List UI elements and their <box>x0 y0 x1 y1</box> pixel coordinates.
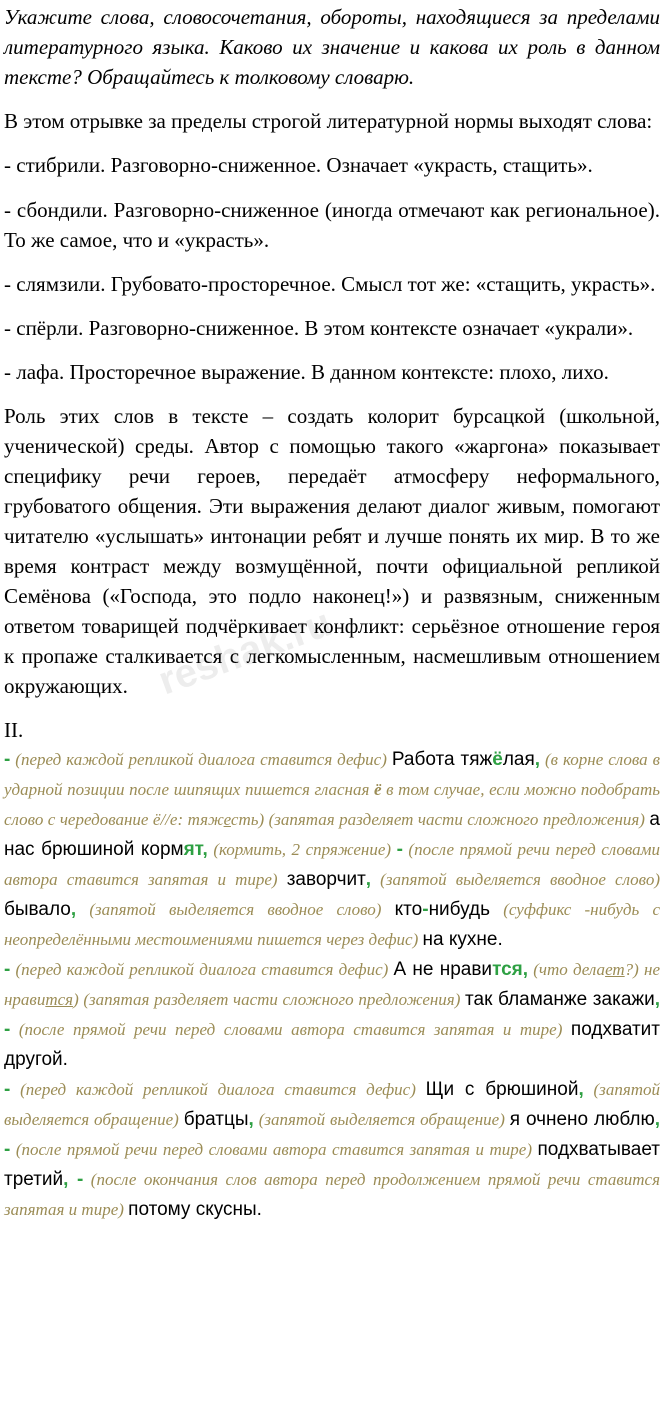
comma-mark: , <box>654 1109 660 1130</box>
dash-mark: - <box>4 959 11 980</box>
exercise-paragraph-3 <box>4 1075 660 1225</box>
note: (в корне слова в ударной позиции после шипящих пишется гласная ё в том случае, если можно подобрать слово с чередование ё//е: тяжесть) (запятая разделяет части сложного предложения) <box>4 750 660 829</box>
exercise-paragraph-2 <box>4 955 660 1075</box>
note: (кормить, 2 спряжение) <box>207 840 397 859</box>
note: (суффикс -нибудь с неопределёнными местоимениями пишется через дефис) <box>4 900 661 949</box>
comma-mark: , <box>522 959 529 980</box>
note: (перед каждой репликой диалога ставится дефис) <box>10 750 392 769</box>
dash-mark: - <box>396 839 403 860</box>
dash-mark: - <box>4 1019 11 1040</box>
comma-mark: , <box>63 1169 69 1190</box>
text: подхватит другой. <box>4 1019 660 1070</box>
comma-mark: , <box>70 899 77 920</box>
word-item: - спёрли. Разговорно-сниженное. В этом контексте означает «украли». <box>4 316 634 340</box>
hyphen-mark: - <box>422 899 429 920</box>
dash-mark: - <box>4 1079 11 1100</box>
note: (после прямой речи перед словами автора ставится запятая и тире) <box>10 1020 571 1039</box>
word-item: - сбондили. Разговорно-сниженное (иногда отмечают как региональное). То же самое, что и «украсть». <box>4 198 660 252</box>
intro-text: В этом отрывке за пределы строгой литературной нормы выходят слова: <box>4 109 653 133</box>
word-item: - стибрили. Разговорно-сниженное. Означает «украсть, стащить». <box>4 153 593 177</box>
text: на кухне. <box>422 929 503 950</box>
note: (что делает?) не нравится) (запятая разделяет части сложного предложения) <box>4 960 661 1009</box>
text: лая <box>502 749 535 770</box>
text: подхватывает третий <box>4 1139 660 1190</box>
role-paragraph: Роль этих слов в тексте – создать колорит бурсацкой (школьной, ученической) среды. Автор с помощью такого «жаргона» показывает специфику речи героев, передаёт атмосферу неформального, грубоватого общения. Эти выражения делают диалог живым, помогают читателю «услышать» интонации ребят и лучше понять их мир. В то же время контраст между возмущённой, почти официальной репликой Семёнова («Господа, это подло наконец!») и развязным, сниженным ответом товарищей подчёркивает конфликт: серьёзное отношение героя к пропаже сталкивается с легкомысленным, насмешливым отношением окружающих. <box>4 404 660 698</box>
dash-mark: - <box>68 1169 84 1190</box>
word-item: - лафа. Просторечное выражение. В данном контексте: плохо, лихо. <box>4 360 609 384</box>
dash-mark: - <box>4 1139 11 1160</box>
highlight-ending: ят <box>183 839 203 860</box>
note: (перед каждой репликой диалога ставится дефис) <box>10 1080 426 1099</box>
note: (запятой выделяется вводное слово) <box>76 900 395 919</box>
note: (запятой выделяется вводное слово) <box>371 870 661 889</box>
note: (после прямой речи перед словами автора ставится запятая и тире) <box>4 840 661 889</box>
text: а нас брюшиной корм <box>4 809 660 860</box>
note: (запятой выделяется обращение) <box>4 1080 660 1129</box>
document-page <box>4 0 660 1225</box>
comma-mark: , <box>248 1109 254 1130</box>
text: Щи с брюшиной <box>425 1079 579 1100</box>
highlight-letter: ё <box>492 749 503 770</box>
text: потому скусны. <box>128 1199 262 1220</box>
note: (после окончания слов автора перед продолжением прямой речи ставится запятая и тире) <box>4 1170 660 1219</box>
highlight-ending: тся <box>492 959 523 980</box>
text: заворчит <box>286 869 366 890</box>
text: Работа тяж <box>391 749 493 770</box>
comma-mark: , <box>578 1079 584 1100</box>
watermark: reshak.ru <box>152 600 338 704</box>
comma-mark: , <box>202 839 208 860</box>
comma-mark: , <box>654 989 660 1010</box>
text: братцы <box>183 1109 249 1130</box>
word-item: - слямзили. Грубовато-просторечное. Смысл тот же: «стащить, украсть». <box>4 272 656 296</box>
dash-mark: - <box>4 749 11 770</box>
exercise-paragraph-1 <box>4 745 660 955</box>
note: (после прямой речи перед словами автора ставится запятая и тире) <box>10 1140 538 1159</box>
text: А не нрави <box>393 959 493 980</box>
text: кто <box>394 899 423 920</box>
text: я очнено люблю <box>509 1109 655 1130</box>
section-heading: II. <box>4 718 24 742</box>
task-text: Укажите слова, словосочетания, обороты, находящиеся за пределами литературного языка. Каково их значение и какова их роль в данном тексте? Обращайтесь к толковому словарю. <box>4 5 660 89</box>
text: так бламанже закажи <box>465 989 655 1010</box>
comma-mark: , <box>534 749 541 770</box>
comma-mark: , <box>365 869 372 890</box>
note: (запятой выделяется обращение) <box>253 1110 510 1129</box>
note: (перед каждой репликой диалога ставится дефис) <box>10 960 394 979</box>
text: бывало <box>4 899 71 920</box>
text: нибудь <box>428 899 490 920</box>
